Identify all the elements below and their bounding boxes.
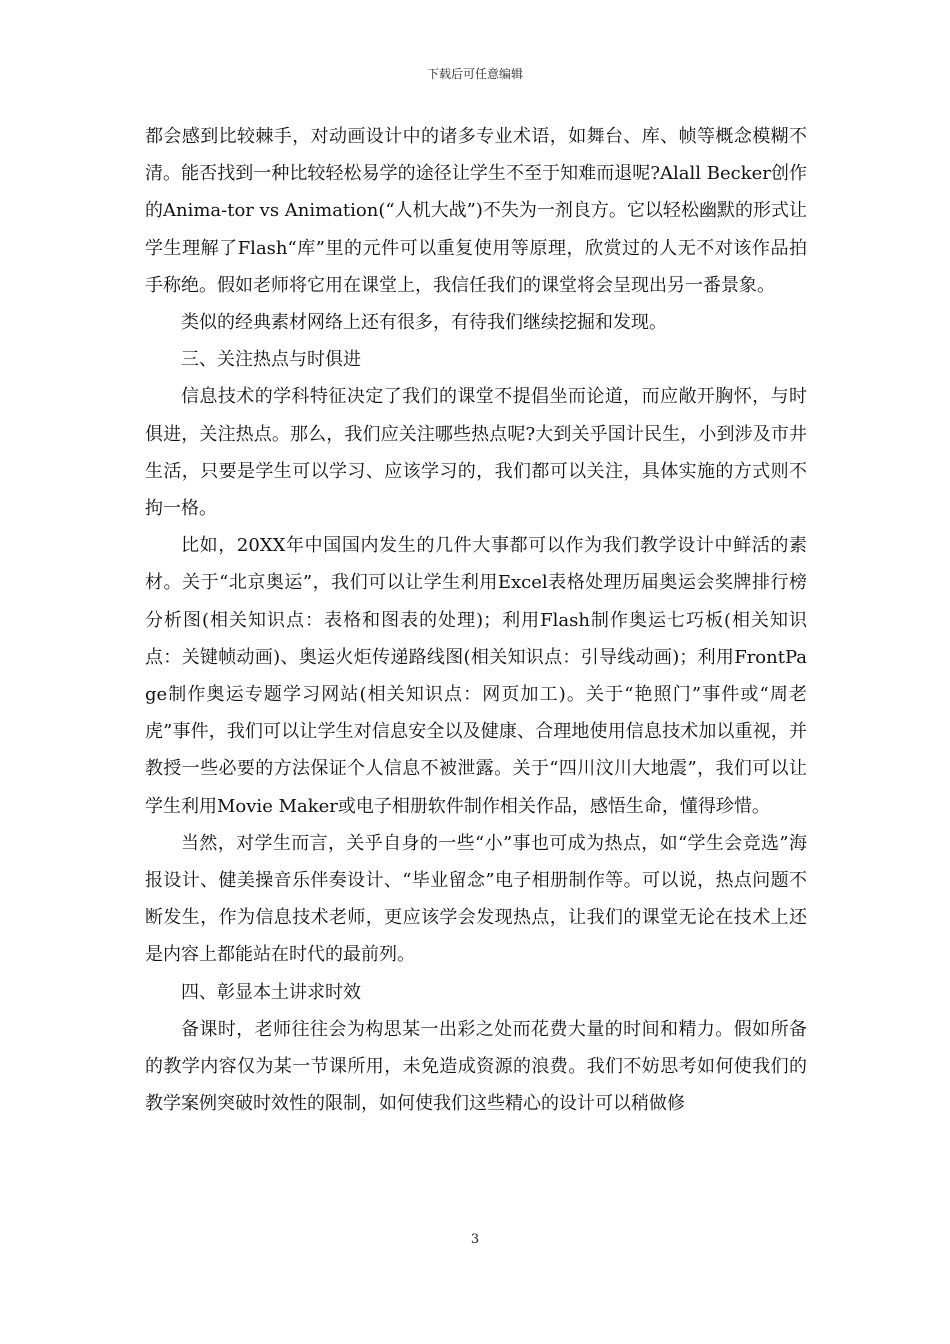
section-heading-3: 三、关注热点与时俱进: [181, 349, 361, 371]
paragraph: 类似的经典素材网络上还有很多，有待我们继续挖掘和发现。: [181, 312, 667, 334]
paragraph: 信息技术的学科特征决定了我们的课堂不提倡坐而论道，而应敞开胸怀，与时俱进，关注热点。那么，我们应关注哪些热点呢?大到关乎国计民生，小到涉及市井生活，只要是学生可以学习、应该学习的，我们都可以关注，具体实施的方式则不拘一格。: [145, 386, 807, 520]
section-heading-4: 四、彰显本土讲求时效: [181, 981, 361, 1003]
paragraph: 备课时，老师往往会为构思某一出彩之处而花费大量的时间和精力。假如所备的教学内容仅为某一节课所用，未免造成资源的浪费。我们不妨思考如何使我们的教学案例突破时效性的限制，如何使我们这些精心的设计可以稍做修: [145, 1018, 807, 1115]
paragraph: 当然，对学生而言，关乎自身的一些“小”事也可成为热点，如“学生会竞选”海报设计、健美操音乐伴奏设计、“毕业留念”电子相册制作等。可以说，热点问题不断发生，作为信息技术老师，更应该学会发现热点，让我们的课堂无论在技术上还是内容上都能站在时代的最前列。: [145, 832, 807, 966]
paragraph-continuation: 都会感到比较棘手，对动画设计中的诸多专业术语，如舞台、库、帧等概念模糊不清。能否找到一种比较轻松易学的途径让学生不至于知难而退呢?Alall Becker创作的Anima-tor vs Animation(“人机大战”)不失为一剂良方。它以轻松幽默的形式让学生理解了Flash“库”里的元件可以重复使用等原理，欣赏过的人无不对该作品拍手称绝。假如老师将它用在课堂上，我信任我们的课堂将会呈现出另一番景象。: [145, 126, 807, 296]
document-body: [145, 118, 807, 1122]
page-number: 3: [470, 1232, 480, 1247]
page-header: 下载后可任意编辑: [426, 67, 523, 81]
paragraph: 比如，20XX年中国国内发生的几件大事都可以作为我们教学设计中鲜活的素材。关于“北京奥运”，我们可以让学生利用Excel表格处理历届奥运会奖牌排行榜分析图(相关知识点：表格和图表的处理)；利用Flash制作奥运七巧板(相关知识点：关键帧动画)、奥运火炬传递路线图(相关知识点：引导线动画)；利用FrontPage制作奥运专题学习网站(相关知识点：网页加工)。关于“艳照门”事件或“周老虎”事件，我们可以让学生对信息安全以及健康、合理地使用信息技术加以重视，并教授一些必要的方法保证个人信息不被泄露。关于“四川汶川大地震”，我们可以让学生利用Movie Maker或电子相册软件制作相关作品，感悟生命，懂得珍惜。: [145, 535, 807, 817]
